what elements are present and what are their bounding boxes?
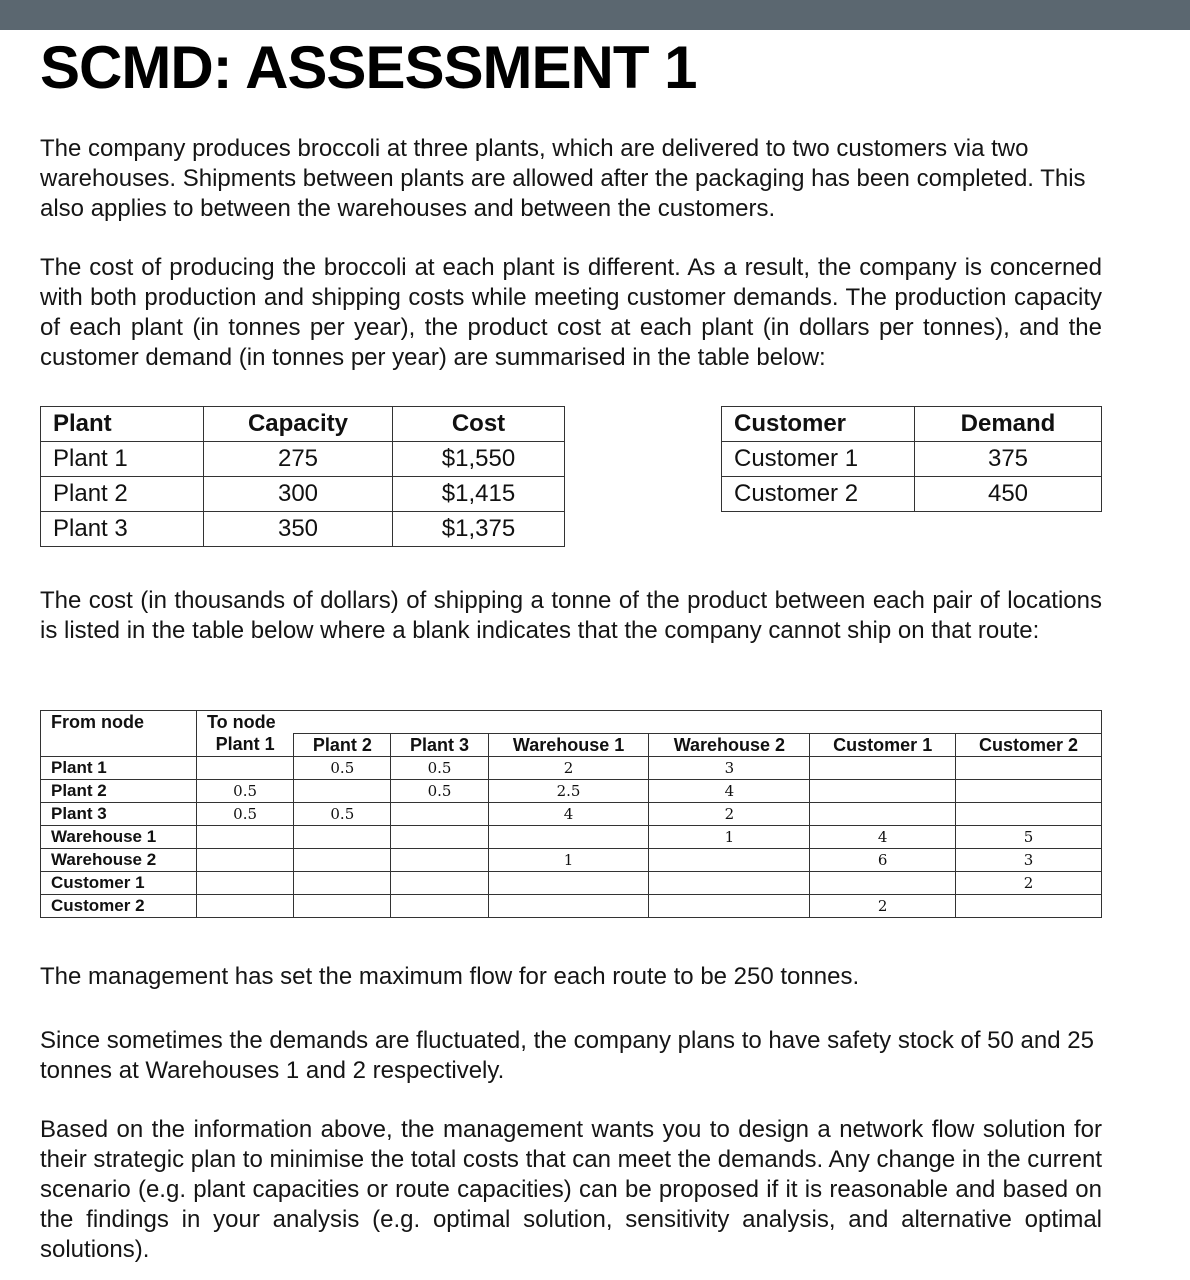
shipping-cost-cell [810,803,956,826]
plant-name: Plant 1 [41,442,204,477]
shipping-cost-cell [294,872,391,895]
shipping-cost-cell: 5 [956,826,1102,849]
shipping-cost-cell [197,872,294,895]
top-banner [0,0,1190,30]
safety-stock-paragraph: Since sometimes the demands are fluctuated, the company plans to have safety stock of 50 and 25 tonnes at Warehouses 1 and 2 respectively. [40,1027,1094,1084]
table-row [41,826,1102,849]
table-row [41,803,1102,826]
column-header: Warehouse 2 [649,734,810,757]
shipping-cost-cell [294,780,391,803]
shipping-cost-cell [810,757,956,780]
shipping-cost-cell: 3 [649,757,810,780]
shipping-cost-cell [810,872,956,895]
shipping-cost-cell: 4 [488,803,649,826]
shipping-cost-cell [294,826,391,849]
cost-paragraph: The cost of producing the broccoli at each plant is different. As a result, the company is concerned with both production and shipping costs while meeting customer demands. The production capacity of each plant (in tonnes per year), the product cost at each plant (in dollars per tonnes), and the customer demand (in tonnes per year) are summarised in the table below: [40,254,1102,371]
shipping-cost-cell [197,826,294,849]
plant-cost: $1,375 [393,512,565,547]
demand-header: Demand [915,407,1102,442]
shipping-cost-cell [649,895,810,918]
table-row [41,757,1102,780]
shipping-cost-cell [294,849,391,872]
shipping-cost-cell: 2 [956,872,1102,895]
shipping-cost-table [40,710,1102,918]
plant-capacity: 300 [204,477,393,512]
shipping-cost-cell: 1 [488,849,649,872]
shipping-cost-cell: 0.5 [391,757,488,780]
plant-cost: $1,550 [393,442,565,477]
shipping-cost-cell [488,895,649,918]
table-row [41,442,565,477]
column-header: Plant 3 [391,734,488,757]
table-row [41,780,1102,803]
shipping-cost-cell: 2 [649,803,810,826]
shipping-cost-cell: 1 [649,826,810,849]
shipping-cost-cell: 4 [810,826,956,849]
plant-header: Plant [41,407,204,442]
plant-capacity: 275 [204,442,393,477]
shipping-cost-cell: 0.5 [197,780,294,803]
from-node-name: Plant 3 [41,803,197,826]
shipping-cost-cell [956,757,1102,780]
customer-name: Customer 1 [722,442,915,477]
table-row [41,895,1102,918]
shipping-cost-cell [294,895,391,918]
column-header: Plant 2 [294,734,391,757]
shipping-cost-cell [956,803,1102,826]
shipping-cost-cell [488,872,649,895]
header-spacer [41,734,197,757]
table-row [41,872,1102,895]
customer-demand: 450 [915,477,1102,512]
plant-table [40,406,565,547]
customer-table [721,406,1102,512]
shipping-cost-cell: 4 [649,780,810,803]
from-node-name: Customer 2 [41,895,197,918]
cost-header: Cost [393,407,565,442]
to-node-label: To node [197,711,1102,734]
shipping-cost-cell [956,895,1102,918]
from-node-name: Warehouse 2 [41,849,197,872]
shipping-cost-cell: 2 [810,895,956,918]
shipping-cost-cell: 3 [956,849,1102,872]
table-row [41,477,565,512]
customer-header: Customer [722,407,915,442]
from-node-name: Plant 2 [41,780,197,803]
column-header: Warehouse 1 [488,734,649,757]
table-row [722,442,1102,477]
shipping-cost-cell: 2.5 [488,780,649,803]
max-flow-paragraph: The management has set the maximum flow for each route to be 250 tonnes. [40,963,860,990]
shipping-cost-cell [391,803,488,826]
shipping-cost-cell [649,872,810,895]
shipping-cost-cell [488,826,649,849]
from-node-name: Plant 1 [41,757,197,780]
plant-name: Plant 3 [41,512,204,547]
shipping-cost-cell: 2 [488,757,649,780]
column-header: Customer 1 [810,734,956,757]
shipping-cost-cell [649,849,810,872]
plant-name: Plant 2 [41,477,204,512]
shipping-cost-cell [197,849,294,872]
from-node-name: Customer 1 [41,872,197,895]
plant-cost: $1,415 [393,477,565,512]
shipping-cost-cell: 0.5 [294,803,391,826]
page-title: SCMD: ASSESSMENT 1 [40,34,697,101]
shipping-cost-cell: 6 [810,849,956,872]
shipping-cost-cell [956,780,1102,803]
plant-capacity: 350 [204,512,393,547]
shipping-cost-cell [197,757,294,780]
from-node-label: From node [41,711,197,734]
customer-name: Customer 2 [722,477,915,512]
shipping-paragraph: The cost (in thousands of dollars) of shipping a tonne of the product between each pair of locations is listed in the table below where a blank indicates that the company cannot ship on that route: [40,587,1102,644]
shipping-cost-cell [391,826,488,849]
capacity-header: Capacity [204,407,393,442]
shipping-cost-cell: 0.5 [391,780,488,803]
column-header: Plant 1 [197,734,294,757]
table-row [41,512,565,547]
intro-paragraph: The company produces broccoli at three plants, which are delivered to two customers via two warehouses. Shipments between plants are allowed after the packaging has been completed. This also applies to between the warehouses and between the customers. [40,135,1086,222]
shipping-cost-cell: 0.5 [197,803,294,826]
shipping-cost-cell [391,895,488,918]
from-node-name: Warehouse 1 [41,826,197,849]
shipping-cost-cell [391,872,488,895]
table-row [722,477,1102,512]
shipping-cost-cell [810,780,956,803]
shipping-cost-cell [391,849,488,872]
shipping-cost-cell [197,895,294,918]
shipping-cost-cell: 0.5 [294,757,391,780]
customer-demand: 375 [915,442,1102,477]
column-header: Customer 2 [956,734,1102,757]
task-paragraph: Based on the information above, the management wants you to design a network flow solution for their strategic plan to minimise the total costs that can meet the demands. Any change in the current scenario (e.g. plant capacities or route capacities) can be proposed if it is reasonable and based on the findings in your analysis (e.g. optimal solution, sensitivity analysis, and alternative optimal solutions). [40,1116,1102,1263]
table-row [41,849,1102,872]
